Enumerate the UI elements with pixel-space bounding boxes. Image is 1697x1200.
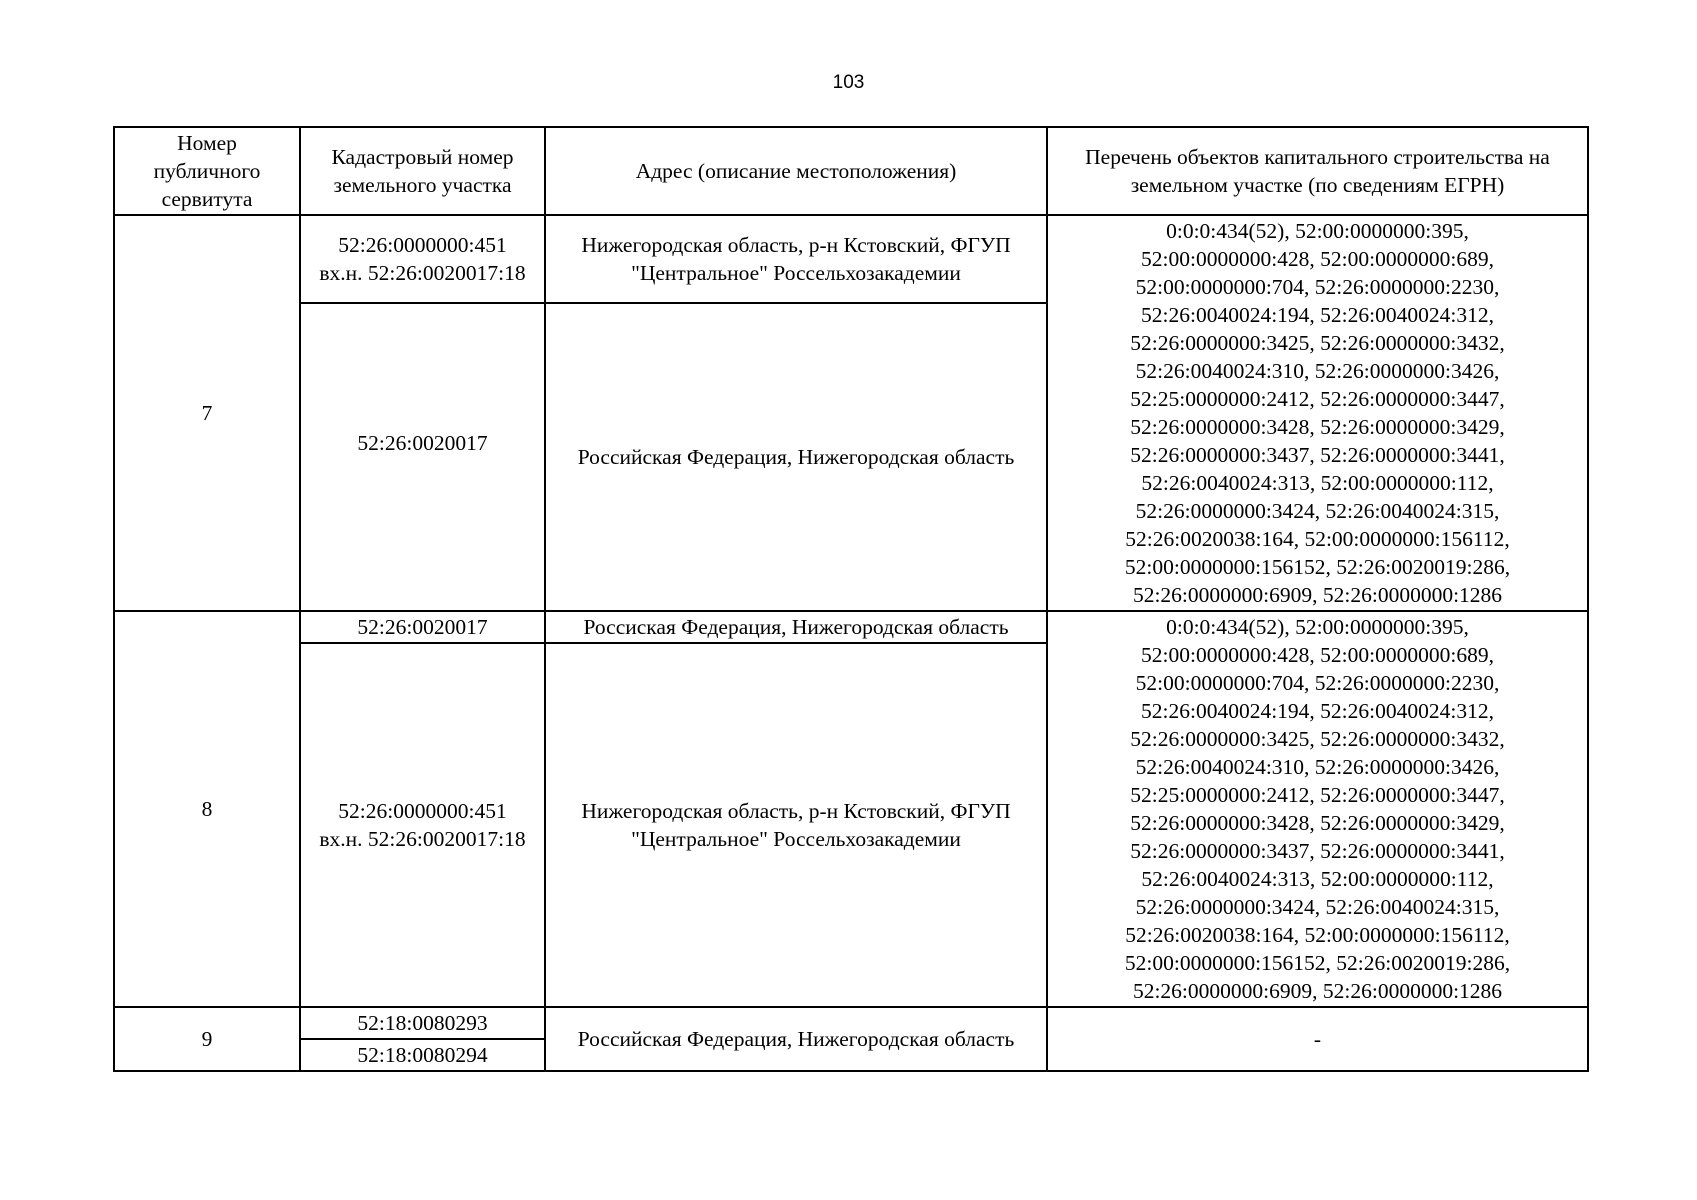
- address-cell: Россиская Федерация, Нижегородская область: [545, 611, 1047, 643]
- servitude-number: 9: [114, 1007, 300, 1071]
- cadastral-number: 52:26:0020017: [300, 611, 545, 643]
- cadastral-number: 52:26:0020017: [300, 303, 545, 611]
- header-number: Номер публичного сервитута: [114, 127, 300, 215]
- objects-list: 0:0:0:434(52), 52:00:0000000:395, 52:00:0000000:428, 52:00:0000000:689, 52:00:0000000:704, 52:26:0000000:2230, 52:26:0040024:194, 52:26:0040024:312, 52:26:0000000:3425, 52:26:0000000:3432, 52:26:0040024:310, 52:26:0000000:3426, 52:25:0000000:2412, 52:26:0000000:3447, 52:26:0000000:3428, 52:26:0000000:3429, 52:26:0000000:3437, 52:26:0000000:3441, 52:26:0040024:313, 52:00:0000000:112, 52:26:0000000:3424, 52:26:0040024:315, 52:26:0020038:164, 52:00:0000000:156112, 52:00:0000000:156152, 52:26:0020019:286, 52:26:0000000:6909, 52:26:0000000:1286: [1047, 215, 1588, 611]
- header-address: Адрес (описание местоположения): [545, 127, 1047, 215]
- objects-list: 0:0:0:434(52), 52:00:0000000:395, 52:00:0000000:428, 52:00:0000000:689, 52:00:0000000:704, 52:26:0000000:2230, 52:26:0040024:194, 52:26:0040024:312, 52:26:0000000:3425, 52:26:0000000:3432, 52:26:0040024:310, 52:26:0000000:3426, 52:25:0000000:2412, 52:26:0000000:3447, 52:26:0000000:3428, 52:26:0000000:3429, 52:26:0000000:3437, 52:26:0000000:3441, 52:26:0040024:313, 52:00:0000000:112, 52:26:0000000:3424, 52:26:0040024:315, 52:26:0020038:164, 52:00:0000000:156112, 52:00:0000000:156152, 52:26:0020019:286, 52:26:0000000:6909, 52:26:0000000:1286: [1047, 611, 1588, 1007]
- header-row: [114, 127, 1588, 215]
- table-row: [114, 611, 1588, 643]
- header-cadastral: Кадастровый номер земельного участка: [300, 127, 545, 215]
- servitude-number: 7: [114, 215, 300, 611]
- table-row: [114, 215, 1588, 303]
- address-cell: Нижегородская область, р-н Кстовский, ФГУП "Центральное" Россельхозакадемии: [545, 643, 1047, 1007]
- cadastral-number: 52:26:0000000:451 вх.н. 52:26:0020017:18: [300, 643, 545, 1007]
- address-cell: Российская Федерация, Нижегородская область: [545, 303, 1047, 611]
- header-objects: Перечень объектов капитального строительства на земельном участке (по сведениям ЕГРН): [1047, 127, 1588, 215]
- objects-list: -: [1047, 1007, 1588, 1071]
- address-cell: Нижегородская область, р-н Кстовский, ФГУП "Центральное" Россельхозакадемии: [545, 215, 1047, 303]
- table-row: [114, 1007, 1588, 1039]
- cadastral-number: 52:18:0080293: [300, 1007, 545, 1039]
- servitude-table: [113, 126, 1589, 1072]
- cadastral-number: 52:26:0000000:451 вх.н. 52:26:0020017:18: [300, 215, 545, 303]
- address-cell: Российская Федерация, Нижегородская область: [545, 1007, 1047, 1071]
- servitude-number: 8: [114, 611, 300, 1007]
- page-number: 103: [832, 72, 865, 93]
- cadastral-number: 52:18:0080294: [300, 1039, 545, 1071]
